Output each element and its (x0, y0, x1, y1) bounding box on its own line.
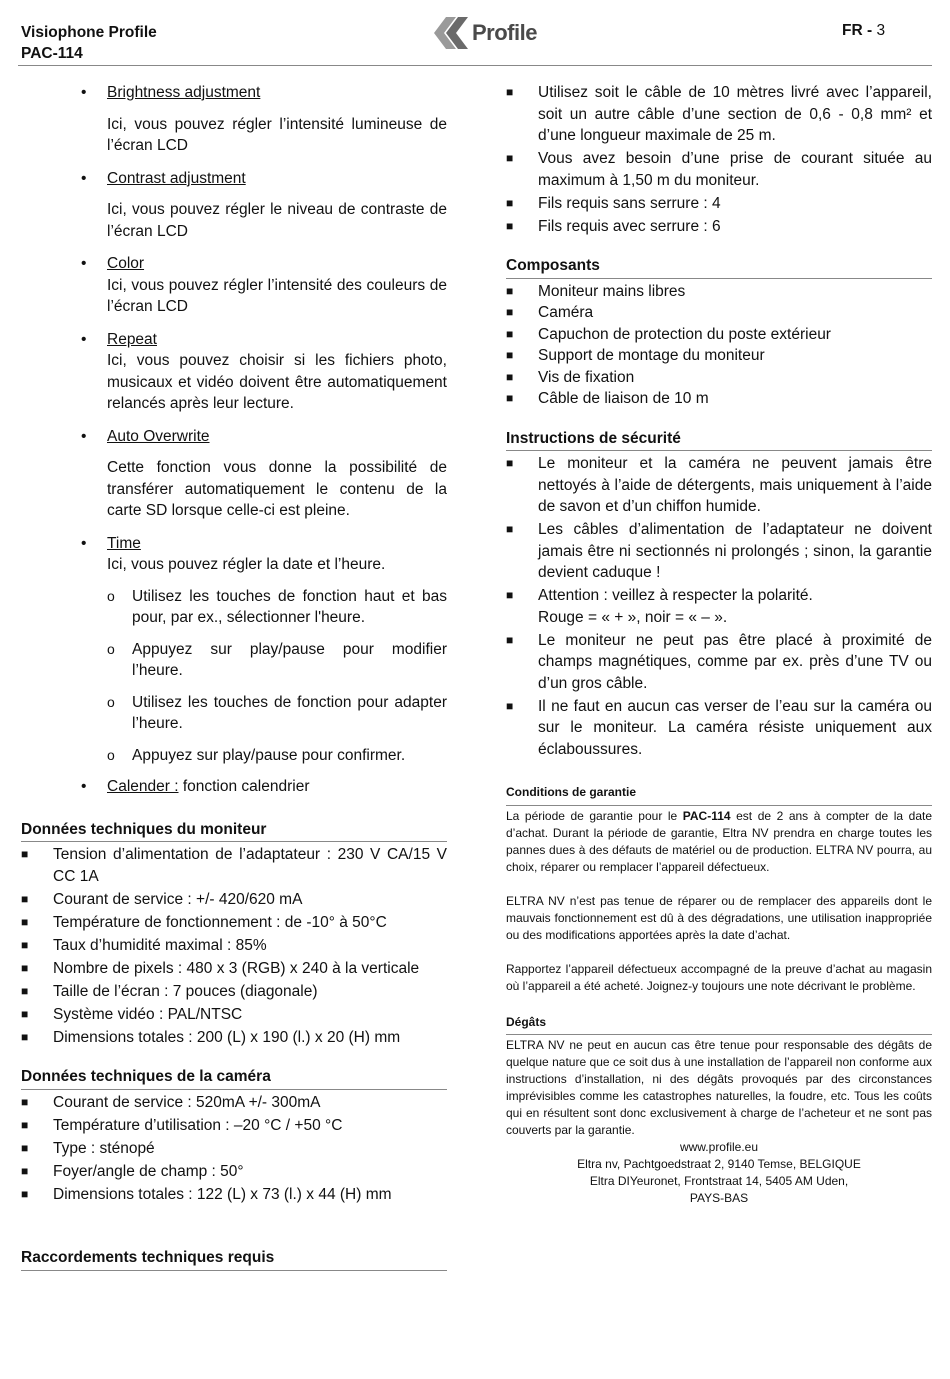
square-bullet-icon: ■ (21, 914, 29, 929)
menu-item-title: Auto Overwrite (107, 427, 210, 445)
list-item: ■ Température de fonctionnement : de -10° à 50°C (21, 912, 447, 934)
list-item: ■ Support de montage du moniteur (506, 345, 932, 367)
time-step-text: Appuyez sur play/pause pour modifier l’heure. (132, 640, 447, 679)
warranty-model: PAC-114 (682, 808, 731, 823)
damage-paragraph: ELTRA NV ne peut en aucun cas être tenue pour responsable des dégâts de quelque nature que ce soit dus à une installation de l’appareil non conforme aux instructions d’installation, ni des dégâts provoqués par des circonstances imprévisibles comme les catastrophes naturelles, la foudre, etc. Tous les coûts qui en résultent sont donc exclusivement à charge de l’acheteur et ne sont pas couverts par la garantie. (506, 1038, 932, 1137)
square-bullet-icon: ■ (506, 698, 514, 713)
profile-logo (432, 9, 547, 57)
list-item: ■ Le moniteur et la caméra ne peuvent jamais être nettoyés à l’aide de détergents, mais uniquement à l’aide de savon et d’un chiffon humide. (506, 455, 932, 515)
square-bullet-icon: ■ (21, 1140, 29, 1155)
square-bullet-icon: ■ (21, 891, 29, 906)
menu-item-text: Ici, vous pouvez choisir si les fichiers photo, musicaux et vidéo doivent être automatiquement relancés après leur lecture. (107, 352, 447, 412)
square-bullet-icon: ■ (21, 1186, 29, 1201)
list-item: ■ Tension d’alimentation de l’adaptateur : 230 V CA/15 V CC 1A (21, 846, 447, 885)
menu-item-text: Ici, vous pouvez régler l’intensité lumineuse de l’écran LCD (107, 115, 447, 154)
list-item: ■ Dimensions totales : 200 (L) x 190 (l.) x 20 (H) mm (21, 1027, 447, 1049)
header-divider (18, 65, 932, 66)
list-item: ■ Vis de fixation (506, 367, 932, 389)
menu-item-text: Ici, vous pouvez régler l’intensité des couleurs de l’écran LCD (107, 276, 447, 315)
square-bullet-icon: ■ (21, 1029, 29, 1044)
bullet-icon: • (81, 330, 87, 348)
list-item: ■ Utilisez soit le câble de 10 mètres livré avec l’appareil, soit un autre câble d’une section de 0,6 - 0,8 mm² et d’une longueur maximale de 25 m. (506, 84, 932, 144)
list-item: ■ Capuchon de protection du poste extérieur (506, 324, 932, 346)
list-item: ■ Taux d’humidité maximal : 85% (21, 935, 447, 957)
square-bullet-icon: ■ (506, 218, 514, 233)
list-item: ■ Système vidéo : PAL/NTSC (21, 1004, 447, 1026)
menu-item-calendar (81, 776, 447, 798)
monitor-specs-list (21, 844, 447, 1048)
square-bullet-icon: ■ (21, 983, 29, 998)
list-item: ■ Fils requis avec serrure : 6 (506, 216, 932, 238)
time-step (107, 586, 447, 629)
list-item: ■ Fils requis sans serrure : 4 (506, 193, 932, 215)
connections-heading: Raccordements techniques requis (21, 1247, 447, 1271)
circle-bullet-icon: o (107, 587, 115, 604)
menu-item (81, 533, 447, 576)
square-bullet-icon: ■ (506, 195, 514, 210)
circle-bullet-icon: o (107, 640, 115, 657)
menu-item-text: fonction calendrier (178, 778, 310, 795)
square-bullet-icon: ■ (506, 522, 514, 536)
components-heading: Composants (506, 255, 932, 279)
menu-item-title: Contrast adjustment (107, 169, 246, 187)
polarity-note: Rouge = « + », noir = « – ». (538, 608, 728, 626)
list-item: ■ Taille de l’écran : 7 pouces (diagonale) (21, 981, 447, 1003)
square-bullet-icon: ■ (506, 588, 514, 602)
bullet-icon: • (81, 255, 87, 272)
square-bullet-icon: ■ (506, 85, 514, 99)
menu-item (81, 253, 447, 318)
safety-list (506, 453, 932, 760)
bullet-icon: • (81, 169, 87, 187)
warranty-paragraph: La période de garantie pour le PAC-114 est de 2 ans à compter de la date d’achat. Durant la période de garantie, Eltra NV prendra en charge toutes les pannes dues à des défauts de matériel ou de production. ELTRA NV pourra, au choix, réparer ou remplacer l’appareil défectueux. (506, 808, 932, 874)
bullet-icon: • (81, 427, 87, 445)
left-column (21, 82, 447, 1273)
time-step-text: Appuyez sur play/pause pour confirmer. (132, 746, 406, 764)
menu-item-text: Ici, vous pouvez régler le niveau de contraste de l’écran LCD (107, 201, 447, 240)
menu-item (81, 329, 447, 415)
list-item: ■ Dimensions totales : 122 (L) x 73 (l.) x 44 (H) mm (21, 1184, 447, 1206)
list-item: ■ Température d’utilisation : –20 °C / +50 °C (21, 1115, 447, 1137)
menu-item-text: Ici, vous pouvez régler la date et l’heure. (107, 556, 386, 573)
time-step (107, 745, 447, 767)
circle-bullet-icon: o (107, 693, 115, 710)
square-bullet-icon: ■ (21, 847, 29, 861)
list-item: ■ Il ne faut en aucun cas verser de l’eau sur la caméra ou sur le moniteur. La caméra résiste uniquement aux éclaboussures. (506, 697, 932, 758)
camera-specs-list (21, 1092, 447, 1206)
profile-logo-text: Profile (472, 20, 537, 45)
product-title: Visiophone Profile (21, 24, 157, 41)
square-bullet-icon: ■ (21, 1117, 29, 1132)
square-bullet-icon: ■ (21, 960, 29, 975)
website-link[interactable]: www.profile.eu (679, 1140, 759, 1154)
menu-item-text: Cette fonction vous donne la possibilité de transférer automatiquement le contenu de la carte SD lorsque celle-ci est pleine. (107, 459, 447, 519)
list-item: ■ Type : sténopé (21, 1138, 447, 1160)
bullet-icon: • (81, 84, 87, 101)
time-step (107, 639, 447, 682)
square-bullet-icon: ■ (506, 305, 514, 319)
menu-item (81, 82, 447, 157)
time-step (107, 692, 447, 735)
menu-item-title: Time (107, 534, 141, 552)
square-bullet-icon: ■ (506, 348, 514, 362)
safety-heading: Instructions de sécurité (506, 428, 932, 452)
product-model: PAC-114 (21, 45, 83, 62)
time-step-text: Utilisez les touches de fonction haut et bas pour, par ex., sélectionner l'heure. (132, 587, 447, 626)
warranty-paragraph: ELTRA NV n’est pas tenue de réparer ou de remplacer des appareils dont le mauvais fonctionnement est dû à des dégradations, une utilisation inappropriée ou des modifications apportées après la date d’achat. (506, 893, 932, 942)
address-line: PAYS-BAS (689, 1191, 749, 1205)
square-bullet-icon: ■ (506, 151, 514, 165)
warranty-paragraph: Rapportez l’appareil défectueux accompagné de la preuve d’achat au magasin où l’appareil a été acheté. Joignez-y toujours une note décrivant le problème. (506, 961, 932, 993)
menu-item-title: Color (107, 255, 145, 272)
bullet-icon: • (81, 534, 87, 552)
menu-item-title: Calender : (107, 778, 179, 795)
connections-list (506, 82, 932, 237)
list-item: ■ Câble de liaison de 10 m (506, 388, 932, 410)
address-line: Eltra nv, Pachtgoedstraat 2, 9140 Temse, BELGIQUE (577, 1157, 861, 1171)
menu-item (81, 426, 447, 522)
menu-item-title: Brightness adjustment (107, 84, 261, 101)
square-bullet-icon: ■ (21, 1006, 29, 1021)
list-item: ■ Moniteur mains libres (506, 281, 932, 303)
right-column (506, 82, 932, 1207)
square-bullet-icon: ■ (21, 1163, 29, 1178)
menu-item-title: Repeat (107, 330, 157, 348)
monitor-specs-heading: Données techniques du moniteur (21, 819, 447, 843)
list-item: ■ Foyer/angle de champ : 50° (21, 1161, 447, 1183)
components-list (506, 281, 932, 410)
square-bullet-icon: ■ (21, 1094, 29, 1109)
bullet-icon: • (81, 778, 87, 795)
square-bullet-icon: ■ (506, 391, 514, 405)
list-item: ■ Caméra (506, 302, 932, 324)
time-step-text: Utilisez les touches de fonction pour adapter l’heure. (132, 693, 447, 732)
square-bullet-icon: ■ (506, 456, 514, 470)
list-item: ■ Attention : veillez à respecter la polarité. Rouge = « + », noir = « – ». (506, 587, 813, 626)
company-footer (506, 1139, 932, 1207)
page-indicator (842, 22, 885, 40)
list-item: ■ Courant de service : +/- 420/620 mA (21, 889, 447, 911)
list-item: ■ Nombre de pixels : 480 x 3 (RGB) x 240 à la verticale (21, 958, 447, 980)
address-line: Eltra DIYeuronet, Frontstraat 14, 5405 AM Uden, (589, 1174, 849, 1188)
square-bullet-icon: ■ (506, 326, 514, 341)
damage-heading: Dégâts (506, 1012, 932, 1036)
square-bullet-icon: ■ (506, 632, 514, 647)
circle-bullet-icon: o (107, 746, 115, 763)
list-item: ■ Vous avez besoin d’une prise de courant située au maximum à 1,50 m du moniteur. (506, 150, 932, 189)
square-bullet-icon: ■ (21, 937, 29, 952)
document-header (21, 22, 157, 64)
list-item: ■ Les câbles d’alimentation de l’adaptateur ne doivent jamais être ni sectionnés ni prolongés ; sinon, la garantie devient caduque ! (506, 521, 932, 581)
page-number: 3 (876, 22, 886, 39)
square-bullet-icon: ■ (506, 369, 514, 384)
list-item: ■ Courant de service : 520mA +/- 300mA (21, 1092, 447, 1114)
page-prefix: FR - (842, 22, 877, 39)
square-bullet-icon: ■ (506, 283, 514, 298)
warranty-heading: Conditions de garantie (506, 782, 932, 806)
list-item: ■ Le moniteur ne peut pas être placé à proximité de champs magnétiques, comme par ex. près d’une TV ou d’un gros câble. (506, 631, 932, 692)
menu-item (81, 168, 447, 243)
camera-specs-heading: Données techniques de la caméra (21, 1066, 447, 1090)
